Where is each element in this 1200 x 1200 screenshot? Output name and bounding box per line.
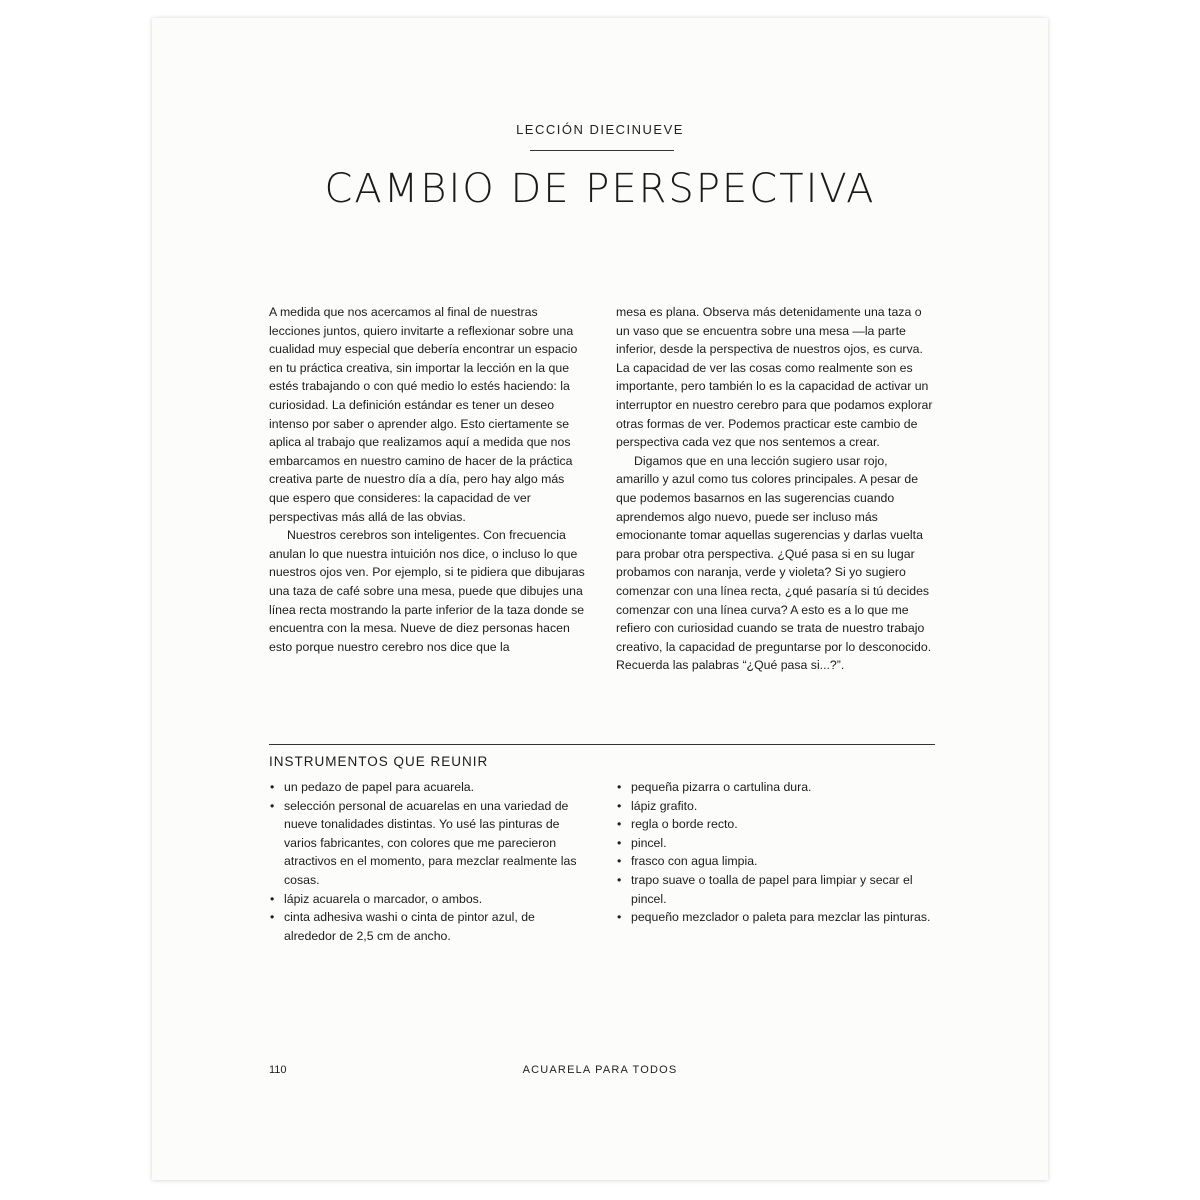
body-paragraph: A medida que nos acercamos al final de nuestras lecciones juntos, quiero invitarte a reflexionar sobre una cualidad muy especial que debería encontrar un espacio en tu práctica creativa, sin importar la lección en la que estés trabajando o con qué medio lo estés haciendo: la curiosidad. La definición estándar es tener un deseo intenso por saber o aprender algo. Esto ciertamente se aplica al trabajo que realizamos aquí a medida que nos embarcamos en nuestro camino de hacer de la práctica creativa parte de nuestro día a día, pero hay algo más que espero que consideres: la capacidad de ver perspectivas más allá de las obvias. [269,305,578,524]
kicker-divider [530,150,674,151]
materials-heading: INSTRUMENTOS QUE REUNIR [269,754,489,769]
list-item [616,778,936,797]
materials-list-right [616,778,936,927]
book-page [152,18,1048,1180]
list-item [269,908,589,945]
list-item [616,908,936,927]
running-footer-title: ACUARELA PARA TODOS [522,1064,678,1076]
bullet-icon: • [270,780,275,794]
bullet-icon: • [617,910,622,925]
list-item-text: lápiz grafito. [631,798,698,813]
bullet-icon: • [617,835,622,850]
bullet-icon: • [270,910,275,925]
list-item-text: regla o borde recto. [631,817,738,832]
list-item [269,797,589,890]
list-item-text: cinta adhesiva washi o cinta de pintor azul, de alrededor de 2,5 cm de ancho. [284,910,535,943]
section-divider [269,744,935,745]
list-item [269,890,589,909]
list-item-text: un pedazo de papel para acuarela. [284,780,475,794]
list-item-text: lápiz acuarela o marcador, o ambos. [284,891,483,906]
bullet-icon: • [617,798,622,813]
list-item [269,778,589,797]
list-item-text: pequeña pizarra o cartulina dura. [631,780,812,794]
list-item [616,797,936,816]
page-number: 110 [269,1064,287,1076]
bullet-icon: • [617,872,622,887]
list-item [616,834,936,853]
body-paragraph: mesa es plana. Observa más detenidamente una taza o un vaso que se encuentra sobre una mesa —la parte inferior, desde la perspectiva de nuestros ojos, es curva. La capacidad de ver las cosas como realmente son es importante, pero también lo es la capacidad de activar un interruptor en nuestro cerebro para que podamos explorar otras formas de ver. Podemos practicar este cambio de perspectiva cada vez que nos sentemos a crear. [616,305,933,450]
page-title: CAMBIO DE PERSPECTIVA [324,166,876,212]
list-item [616,815,936,834]
bullet-icon: • [270,891,275,906]
list-item [616,871,936,908]
list-item-text: pequeño mezclador o paleta para mezclar las pinturas. [631,910,931,925]
list-item-text: pincel. [631,835,667,850]
list-item [616,852,936,871]
list-item-text: trapo suave o toalla de papel para limpiar y secar el pincel. [631,872,913,906]
materials-list-left [269,778,589,945]
body-column-right [616,303,934,675]
list-item-text: frasco con agua limpia. [631,854,758,869]
bullet-icon: • [617,780,622,794]
bullet-icon: • [617,817,622,832]
body-paragraph: Nuestros cerebros son inteligentes. Con frecuencia anulan lo que nuestra intuición nos dice, o incluso lo que nuestros ojos ven. Por ejemplo, si te pidiera que dibujaras una taza de café sobre una mesa, puede que dibujes una línea recta mostrando la parte inferior de la taza donde se encuentra con la mesa. Nueve de diez personas hacen esto porque nuestro cerebro nos dice que la [269,528,585,654]
lesson-kicker: LECCIÓN DIECINUEVE [516,122,684,137]
body-paragraph: Digamos que en una lección sugiero usar rojo, amarillo y azul como tus colores principales. A pesar de que podemos basarnos en las sugerencias cuando aprendemos algo nuevo, puede ser incluso más emocionante tomar aquellas sugerencias y darlas vuelta para probar otra perspectiva. ¿Qué pasa si en su lugar probamos con naranja, verde y violeta? Si yo sugiero comenzar con una línea recta, ¿qué pasaría si tú decides comenzar con una línea curva? A esto es a lo que me refiero con curiosidad cuando se trata de nuestro trabajo creativo, la capacidad de preguntarse por lo desconocido. Recuerda las palabras “¿Qué pasa si...?”. [616,453,932,673]
bullet-icon: • [617,854,622,869]
bullet-icon: • [270,798,275,813]
body-column-left [269,303,587,656]
list-item-text: selección personal de acuarelas en una variedad de nueve tonalidades distintas. Yo usé las pinturas de varios fabricantes, con colores que me parecieron atractivos en el momento, para mezclar realmente las cosas. [284,798,577,887]
